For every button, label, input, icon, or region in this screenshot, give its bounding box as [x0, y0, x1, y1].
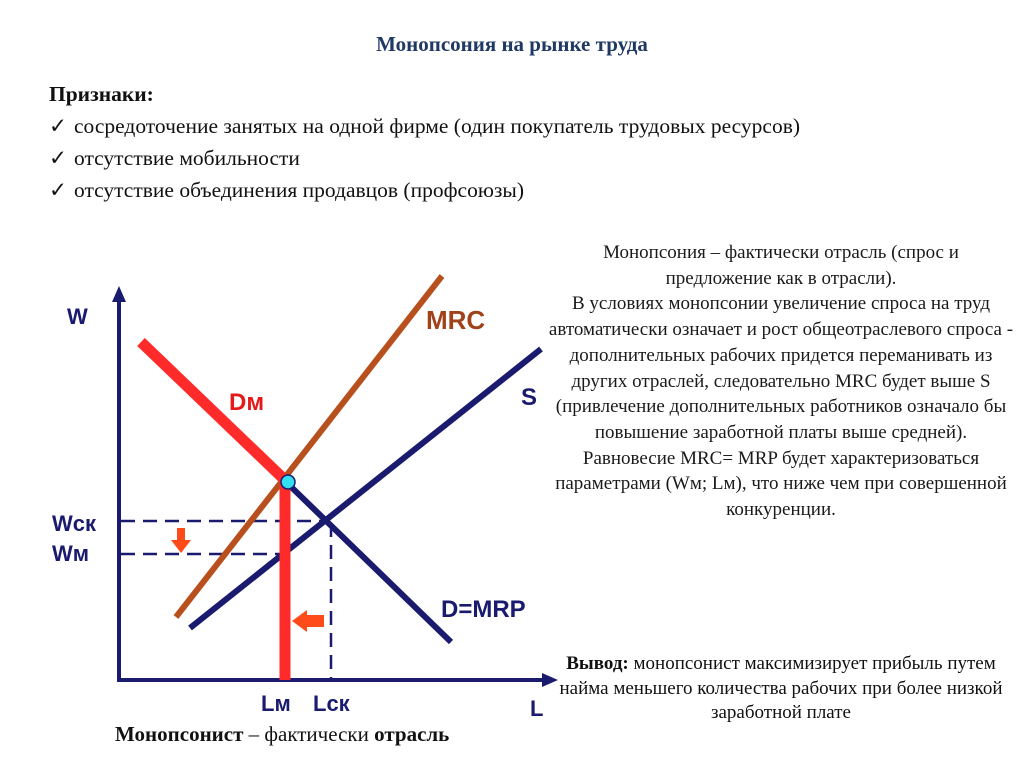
demand-mrp-label: D=MRP — [441, 596, 526, 623]
description-paragraph: В условиях монопсонии увеличение спроса на труд автоматически означает и рост общеотраслевого спроса - дополнительных рабочих придется переманивать из других отраслей, следовательно MRC будет выше S (привлечение дополнительных работников означало бы повышение заработной платы выше средней). — [548, 293, 1014, 443]
check-icon: ✓ — [49, 178, 68, 202]
mrc-label: MRC — [426, 305, 486, 335]
check-icon: ✓ — [49, 114, 68, 138]
sign-item-text: отсутствие объединения продавцов (профсоюзы) — [74, 178, 524, 202]
conclusion-text: монопсонист максимизирует прибыль путем найма меньшего количества рабочих при более низкой заработной плате — [559, 653, 1003, 723]
down-arrow-shaft — [177, 528, 185, 540]
caption-part3: отрасль — [374, 722, 450, 746]
left-arrow-icon — [292, 610, 324, 632]
down-arrow-head — [171, 540, 191, 553]
y-axis-arrow-icon — [112, 286, 126, 302]
down-arrow-icon — [171, 528, 191, 553]
dm-label: Dм — [229, 389, 265, 416]
check-icon: ✓ — [49, 146, 68, 170]
axis-l-label: L — [530, 696, 544, 721]
description-paragraph: Равновесие MRC= MRP будет характеризоваться параметрами (Wм; Lм), что ниже чем при совершенной конкуренции. — [555, 447, 1007, 521]
left-arrow-shaft — [307, 615, 324, 627]
lck-label: Lск — [313, 691, 350, 716]
mrc-curve — [176, 276, 442, 617]
description-paragraph: Монопсония – фактически отрасль (спрос и предложение как в отрасли). — [603, 242, 959, 289]
monopsony-equilibrium-point — [281, 475, 295, 489]
lm-label: Lм — [261, 691, 291, 716]
dm-curve — [141, 342, 288, 483]
sign-item-text: сосредоточение занятых на одной фирме (один покупатель трудовых ресурсов) — [74, 114, 801, 138]
axes — [112, 286, 558, 687]
signs-heading: Признаки: — [49, 82, 154, 106]
wck-label: Wск — [52, 511, 97, 536]
left-arrow-head — [292, 610, 307, 632]
x-axis-arrow-icon — [542, 673, 558, 687]
slide-title: Монопсония на рынке труда — [376, 32, 648, 56]
sign-item-text: отсутствие мобильности — [74, 146, 300, 170]
wm-label: Wм — [52, 541, 90, 566]
axis-w-label: W — [67, 304, 88, 329]
supply-label: S — [521, 384, 538, 411]
caption-part2: – фактически — [243, 722, 375, 746]
conclusion-label: Вывод: — [566, 653, 629, 674]
caption-part1: Монопсонист — [115, 722, 244, 746]
